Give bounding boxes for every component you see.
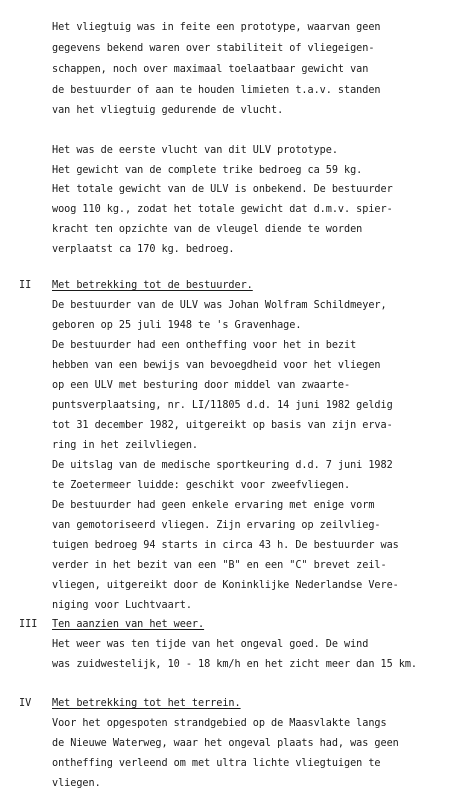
body-line: ontheffing verleend om met ultra lichte vliegtuigen te [52, 758, 381, 769]
body-line: Het gewicht van de complete trike bedroeg ca 59 kg. [52, 165, 363, 176]
body-line: verplaatst ca 170 kg. bedroeg. [52, 244, 235, 255]
body-line: De uitslag van de medische sportkeuring d.d. 7 juni 1982 [52, 460, 393, 471]
body-line: kracht ten opzichte van de vleugel diende te worden [52, 224, 363, 235]
body-line: gegevens bekend waren over stabiliteit of vliegeigen- [52, 43, 375, 54]
section-heading: Met betrekking tot het terrein. [52, 698, 241, 709]
body-line: tuigen bedroeg 94 starts in circa 43 h. De bestuurder was [52, 540, 399, 551]
body-line: Het weer was ten tijde van het ongeval goed. De wind [52, 639, 369, 650]
body-line: woog 110 kg., zodat het totale gewicht dat d.m.v. spier- [52, 204, 393, 215]
section-number: IV [19, 698, 32, 709]
body-line: De bestuurder had een ontheffing voor het in bezit [52, 340, 357, 351]
body-line: de Nieuwe Waterweg, waar het ongeval plaats had, was geen [52, 738, 399, 749]
body-line: van gemotoriseerd vliegen. Zijn ervaring op zeilvlieg- [52, 520, 381, 531]
section-number: II [19, 280, 32, 291]
body-line: hebben van een bewijs van bevoegdheid voor het vliegen [52, 360, 381, 371]
body-line: van het vliegtuig gedurende de vlucht. [52, 105, 284, 116]
body-line: puntsverplaatsing, nr. LI/11805 d.d. 14 juni 1982 geldig [52, 400, 393, 411]
body-line: ring in het zeilvliegen. [52, 440, 199, 451]
section-number: III [19, 619, 38, 630]
body-line: schappen, noch over maximaal toelaatbaar gewicht van [52, 64, 369, 75]
section-heading: Ten aanzien van het weer. [52, 619, 205, 630]
body-line: te Zoetermeer luidde: geschikt voor zweefvliegen. [52, 480, 351, 491]
section-heading: Met betrekking tot de bestuurder. [52, 280, 253, 291]
body-line: verder in het bezit van een "B" en een "C" brevet zeil- [52, 560, 387, 571]
body-line: tot 31 december 1982, uitgereikt op basis van zijn erva- [52, 420, 393, 431]
body-line: De bestuurder van de ULV was Johan Wolfram Schildmeyer, [52, 300, 387, 311]
body-line: was zuidwestelijk, 10 - 18 km/h en het zicht meer dan 15 km. [52, 659, 418, 670]
body-line: De bestuurder had geen enkele ervaring met enige vorm [52, 500, 375, 511]
body-line: Het totale gewicht van de ULV is onbekend. De bestuurder [52, 184, 393, 195]
body-line: geboren op 25 juli 1948 te 's Gravenhage. [52, 320, 302, 331]
body-line: Het was de eerste vlucht van dit ULV prototype. [52, 145, 338, 156]
body-line: Het vliegtuig was in feite een prototype, waarvan geen [52, 22, 381, 33]
body-line: Voor het opgespoten strandgebied op de Maasvlakte langs [52, 718, 387, 729]
body-line: vliegen. [52, 778, 101, 789]
body-line: op een ULV met besturing door middel van zwaarte- [52, 380, 351, 391]
body-line: de bestuurder of aan te houden limieten t.a.v. standen [52, 85, 381, 96]
body-line: niging voor Luchtvaart. [52, 600, 192, 611]
body-line: vliegen, uitgereikt door de Koninklijke Nederlandse Vere- [52, 580, 399, 591]
